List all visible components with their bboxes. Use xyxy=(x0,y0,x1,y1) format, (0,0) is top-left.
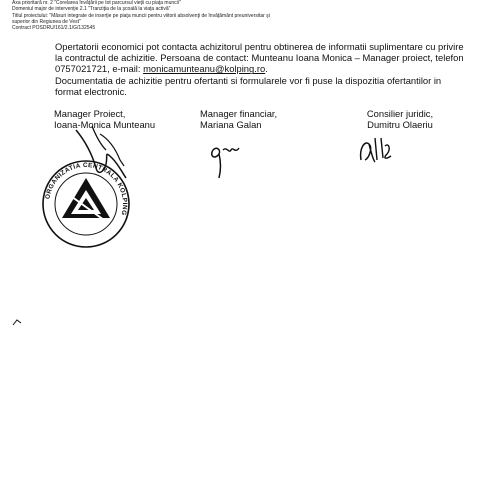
signature-name: Mariana Galan xyxy=(200,119,262,131)
stamp-text: ORGANIZATIA CENTRALA KOLPING xyxy=(44,161,129,217)
header-line: Axa prioritară nr. 2 "Corelarea învăţării pe tot parcursul vieţii cu piaţa muncii" xyxy=(12,0,181,6)
signature-role: Manager financiar, xyxy=(200,108,278,119)
signature-financial-manager xyxy=(205,136,245,180)
header-line: Domeniul major de intervenţie 2.1 "Tranziţia de la şcoală la viaţa activă" xyxy=(12,6,171,13)
document-header xyxy=(12,0,332,31)
signature-name: Ioana-Monica Munteanu xyxy=(54,119,156,131)
signature-block-legal-advisor xyxy=(340,108,460,130)
signature-block-financial-manager xyxy=(200,108,277,130)
header-line: Contract POSDRU/161/2.1/G/132545 xyxy=(12,25,96,32)
signature-legal-advisor xyxy=(355,130,395,170)
signature-role: Manager Proiect, xyxy=(54,108,126,119)
contact-text: Opertatorii economici pot contacta achizitorul pentru obtinerea de informatii suplimentare cu privire la contractul de achizitie. Persoana de contact: Munteanu Ioana Monica – Manager proiect, telefon 0757021721, e-mail: xyxy=(55,41,464,75)
header-line: Titlul proiectului: "Măsuri integrate de inserţie pe piaţa muncii pentru viitorii absolvenţi de învăţământ preuniversitar şi xyxy=(12,12,270,19)
email-link[interactable]: monicamunteanu@kolping.ro xyxy=(143,63,266,75)
scan-mark-icon xyxy=(12,318,26,326)
body-text xyxy=(55,41,465,97)
signature-project-manager xyxy=(70,120,140,190)
signature-name: Dumitru Olaeriu xyxy=(367,119,433,131)
contact-text-end: . xyxy=(265,63,268,75)
contact-paragraph xyxy=(55,41,465,75)
documentation-paragraph: Documentatia de achizitie pentru ofertanti si formularele vor fi puse la dispozitia ofertantilor in format electronic. xyxy=(55,74,442,97)
header-line: superior din Regiunea de Vest" xyxy=(12,18,81,25)
signature-role: Consilier juridic, xyxy=(366,108,434,119)
